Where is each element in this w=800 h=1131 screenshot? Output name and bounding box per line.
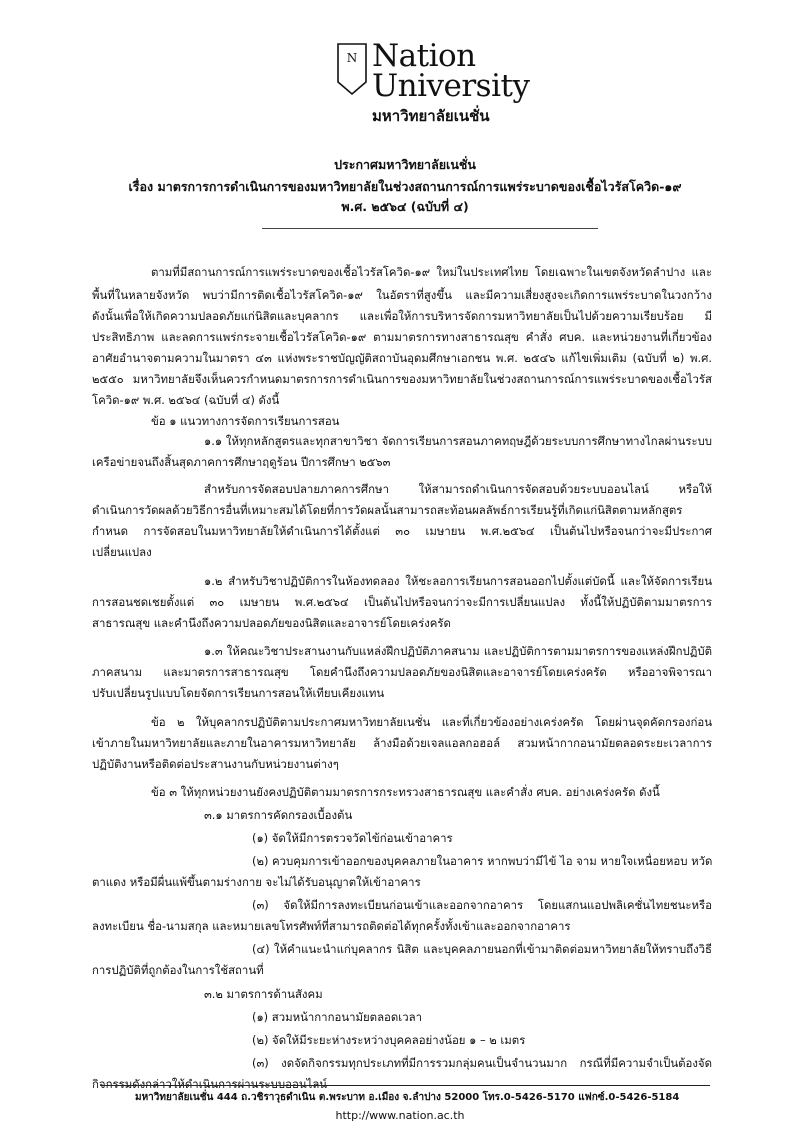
body-line-c2-1: เข้าภายในมหาวิทยาลัยและภายในอาคารมหาวิทยาลัย ล้างมือด้วยเจลแอลกอฮอล์ สวมหน้ากากอนามัยตลอดระยะเวลาการ [92, 735, 712, 750]
body-line-c3-1-2-0: (๒) ควบคุมการเข้าออกของบุคคลภายในอาคาร หากพบว่ามีไข้ ไอ จาม หายใจเหนื่อยหอบ หวัด [252, 853, 713, 868]
body-line-c3-1-3-0: (๓) จัดให้มีการลงทะเบียนก่อนเข้าและออกจากอาคาร โดยแสกนแอปพลิเคชั่นไทยชนะหรือ [252, 897, 712, 912]
body-line-p-intro-6: โควิด-๑๙ พ.ศ. ๒๕๖๔ (ฉบับที่ ๔) ดังนี้ [92, 392, 280, 407]
body-line-c3-2-2: (๒) จัดให้มีระยะห่างระหว่างบุคคลอย่างน้อย ๑ – ๒ เมตร [252, 1033, 526, 1048]
body-line-c2-2: ปฏิบัติงานหรือติดต่อประสานงานกับหน่วยงานต่างๆ [92, 756, 339, 771]
footer-url: http://www.nation.ac.th [335, 1109, 465, 1122]
body-line-c1-3-0: ๑.๓ ให้คณะวิชาประสานงานกับแหล่งฝึกปฏิบัติภาคสนาม และปฏิบัติการตามมาตรการของแหล่งฝึกปฏิบัติ [204, 644, 712, 659]
footer-address: มหาวิทยาลัยเนชั่น 444 ถ.วชิราวุธดำเนิน ต.พระบาท อ.เมือง จ.ลำปาง 52000 โทร.0-5426-5170 แฟกซ์.0-5426-5184 [135, 1092, 680, 1103]
body-line-c1-3-1: ภาคสนาม และมาตรการสาธารณสุข โดยคำนึงถึงความปลอดภัยของนิสิตและอาจารย์โดยเคร่งครัด หรืออาจพิจารณา [92, 665, 712, 680]
body-line-c3-1-4-0: (๔) ให้คำแนะนำแก่บุคลากร นิสิต และบุคคลภายนอกที่เข้ามาติดต่อมหาวิทยาลัยให้ทราบถึงวิธี [252, 941, 712, 956]
body-line-c2-0: ข้อ ๒ ให้บุคลากรปฏิบัติตามประกาศมหาวิทยาลัยเนชั่น และที่เกี่ยวข้องอย่างเคร่งครัด โดยผ่านจุดคัดกรองก่อน [151, 714, 712, 729]
body-line-p-intro-0: ตามที่มีสถานการณ์การแพร่ระบาดของเชื้อไวรัสโควิด-๑๙ ใหม่ในประเทศไทย โดยเฉพาะในเขตจังหวัดลำปาง และ [151, 264, 712, 279]
announcement-year: พ.ศ. ๒๕๖๔ (ฉบับที่ ๔) [341, 199, 469, 214]
body-line-c1-1-1: เครือข่ายจนถึงสิ้นสุดภาคการศึกษาฤดูร้อน ปีการศึกษา ๒๕๖๓ [92, 455, 391, 470]
body-line-c3-2-3-0: (๓) งดจัดกิจกรรมทุกประเภทที่มีการรวมกลุ่มคนเป็นจำนวนมาก กรณีที่มีความจำเป็นต้องจัด [252, 1056, 712, 1071]
body-line-c1-exam-1: ดำเนินการวัดผลด้วยวิธีการอื่นที่เหมาะสมได้โดยที่การวัดผลนั้นสามารถสะท้อนผลลัพธ์การเรียนรู้ที่เกิดแก่นิสิตตามหลักสูตร [92, 503, 683, 518]
body-line-p-intro-2: ดังนั้นเพื่อให้เกิดความปลอดภัยแก่นิสิตและบุคลากร และเพื่อให้การบริหารจัดการมหาวิทยาลัยเป็นไปด้วยความเรียบร้อย มี [92, 308, 712, 323]
body-line-p-intro-4: อาศัยอำนาจตามความในมาตรา ๔๓ แห่งพระราชบัญญัติสถาบันอุดมศึกษาเอกชน พ.ศ. ๒๕๔๖ แก้ไขเพิ่มเติม (ฉบับที่ ๒) พ.ศ. [92, 350, 712, 365]
body-line-p-intro-3: ประสิทธิภาพ และลดการแพร่กระจายเชื้อไวรัสโควิด-๑๙ ตามมาตรการทางสาธารณสุข คำสั่ง ศบค. และหน่วยงานที่เกี่ยวข้อง [92, 329, 712, 344]
announcement-subject: เรื่อง มาตรการการดำเนินการของมหาวิทยาลัยในช่วงสถานการณ์การแพร่ระบาดของเชื้อไวรัสโควิด-๑๙ [128, 179, 682, 194]
body-line-c3-head: ข้อ ๓ ให้ทุกหน่วยงานยังคงปฏิบัติตามมาตรการกระทรวงสาธารณสุข และคำสั่ง ศบค. อย่างเคร่งครัด ดังนี้ [151, 785, 660, 800]
body-line-c3-1-2-1: ตาแดง หรือมีผื่นแพ้ขึ้นตามร่างกาย จะไม่ได้รับอนุญาตให้เข้าอาคาร [92, 874, 421, 889]
body-line-c1-head: ข้อ ๑ แนวทางการจัดการเรียนการสอน [151, 413, 340, 428]
footer-divider [100, 1085, 710, 1086]
body-line-c3-1-1: (๑) จัดให้มีการตรวจวัดไข้ก่อนเข้าอาคาร [252, 831, 453, 846]
body-line-c1-1-0: ๑.๑ ให้ทุกหลักสูตรและทุกสาขาวิชา จัดการเรียนการสอนภาคทฤษฎีด้วยระบบการศึกษาทางไกลผ่านระบบ [204, 434, 712, 449]
body-line-c3-1-head: ๓.๑ มาตรการคัดกรองเบื้องต้น [204, 808, 353, 823]
body-line-c1-2-0: ๑.๒ สำหรับวิชาปฏิบัติการในห้องทดลอง ให้ชะลอการเรียนการสอนออกไปตั้งแต่บัดนี้ และให้จัดการเรียน [204, 573, 712, 588]
body-line-p-intro-5: ๒๕๕๐ มหาวิทยาลัยจึงเห็นควรกำหนดมาตรการการดำเนินการของมหาวิทยาลัยในช่วงสถานการณ์การแพร่ระบาดของเชื้อไวรัส [92, 371, 712, 386]
announcement-title: ประกาศมหาวิทยาลัยเนชั่น [334, 157, 476, 172]
body-line-c3-2-head: ๓.๒ มาตรการด้านสังคม [204, 987, 323, 1002]
body-line-c3-2-3-1: กิจกรรมดังกล่าวให้ดำเนินการผ่านระบบออนไลน์ [92, 1077, 328, 1091]
body-line-c3-1-3-1: ลงทะเบียน ชื่อ-นามสกุล และหมายเลขโทรศัพท์ที่สามารถติดต่อได้ทุกครั้งทั้งเข้าและออกจากอาคาร [92, 918, 571, 933]
body-line-c3-2-1: (๑) สวมหน้ากากอนามัยตลอดเวลา [252, 1010, 422, 1025]
body-line-c1-exam-0: สำหรับการจัดสอบปลายภาคการศึกษา ให้สามารถดำเนินการจัดสอบด้วยระบบออนไลน์ หรือให้ [204, 482, 712, 497]
body-line-c1-exam-3: เปลี่ยนแปลง [92, 545, 152, 560]
body-line-c3-1-4-1: การปฏิบัติที่ถูกต้องในการใช้สถานที่ [92, 962, 264, 977]
university-name-line2: University [372, 68, 530, 104]
svg-text:N: N [346, 51, 358, 65]
university-name-thai: มหาวิทยาลัยเนชั่น [372, 107, 490, 125]
body-line-c1-exam-2: กำหนด การจัดสอบในมหาวิทยาลัยให้ดำเนินการได้ตั้งแต่ ๓๐ เมษายน พ.ศ.๒๕๖๔ เป็นต้นไปหรือจนกว่าจะมีประกาศ [92, 524, 712, 539]
body-line-p-intro-1: พื้นที่ในหลายจังหวัด พบว่ามีการติดเชื้อไวรัสโควิด-๑๙ ในอัตราที่สูงขึ้น และมีความเสี่ยงสูงจะเกิดการแพร่ระบาดในวงกว้าง [92, 287, 712, 302]
body-line-c1-2-1: การสอนชดเชยตั้งแต่ ๓๐ เมษายน พ.ศ.๒๕๖๔ เป็นต้นไปหรือจนกว่าจะมีการเปลี่ยนแปลง ทั้งนี้ให้ปฏิบัติตามมาตรการ [92, 594, 712, 609]
body-line-c1-3-2: ปรับเปลี่ยนรูปแบบโดยจัดการเรียนการสอนให้เทียบเคียงแทน [92, 686, 385, 701]
university-name-line1: Nation [372, 38, 476, 74]
body-line-c1-2-2: สาธารณสุข และคำนึงถึงความปลอดภัยของนิสิตและอาจารย์โดยเคร่งครัด [92, 615, 451, 630]
